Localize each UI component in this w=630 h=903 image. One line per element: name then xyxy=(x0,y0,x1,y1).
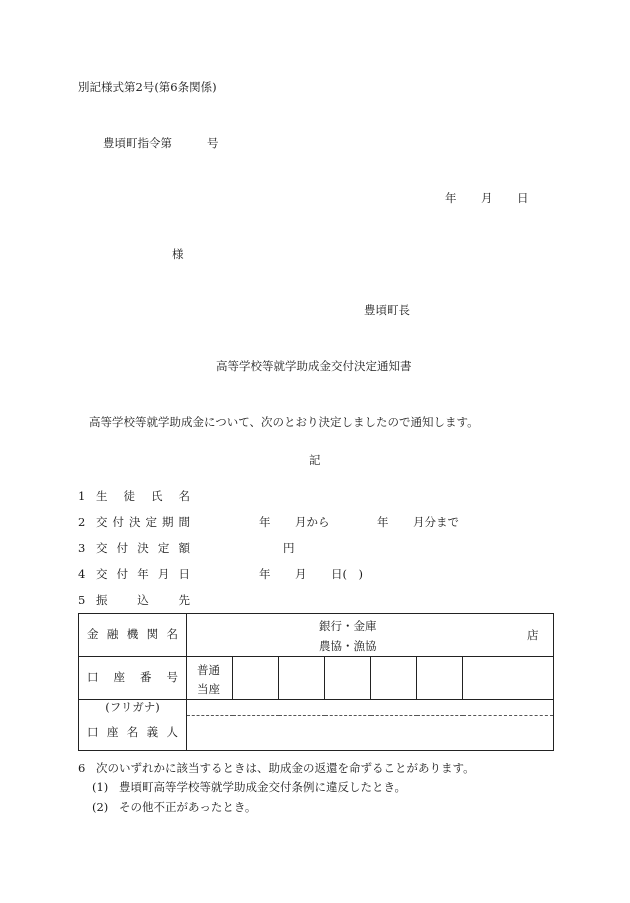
date-year: 年 xyxy=(445,191,457,205)
note-number: 6 xyxy=(78,761,86,775)
branch-suffix: 店 xyxy=(527,628,539,642)
date-day: 日 xyxy=(517,191,529,205)
note-subitem-number: (1) xyxy=(92,780,109,794)
intro-text: 高等学校等就学助成金について、次のとおり決定しましたので通知します。 xyxy=(89,415,479,429)
account-type-cell[interactable] xyxy=(187,657,233,700)
bank-account-table xyxy=(78,613,554,751)
item-label-grant-date: 交 付 年 月 日 xyxy=(96,567,190,581)
institution-row xyxy=(79,614,554,657)
item-label-transfer-to: 振 込 先 xyxy=(96,593,190,607)
furigana-label-cell xyxy=(79,700,187,716)
account-number-label: 口 座 番 号 xyxy=(87,670,178,685)
item-number: 3 xyxy=(78,541,86,555)
item-label-amount: 交 付 決 定 額 xyxy=(96,541,190,555)
addressee-suffix: 様 xyxy=(172,247,184,261)
period-month-until: 月分まで xyxy=(413,515,459,529)
item-number: 2 xyxy=(78,515,86,529)
issuer: 豊頃町長 xyxy=(364,303,410,317)
item-label-student-name: 生 徒 氏 名 xyxy=(96,489,190,503)
note-subitem-text: 豊頃町高等学校等就学助成金交付条例に違反したとき。 xyxy=(119,780,407,794)
grant-month: 月 xyxy=(295,567,307,581)
institution-value-cell[interactable] xyxy=(187,614,554,657)
note-text: 次のいずれかに該当するときは、助成金の返還を命ずることがあります。 xyxy=(96,761,475,775)
order-number-suffix: 号 xyxy=(207,136,219,150)
account-type-ordinary: 普通 xyxy=(197,663,220,677)
period-month-from: 月から xyxy=(295,515,330,529)
grant-year: 年 xyxy=(259,567,271,581)
account-digit-cell[interactable] xyxy=(463,657,554,700)
institution-label-cell xyxy=(79,614,187,657)
date-month: 月 xyxy=(481,191,493,205)
account-holder-label: 口 座 名 義 人 xyxy=(87,725,178,739)
bank-options-2: 農協・漁協 xyxy=(319,639,377,653)
account-digit-cell[interactable] xyxy=(279,657,325,700)
account-type-current: 当座 xyxy=(197,682,220,696)
institution-label: 金 融 機 関 名 xyxy=(87,627,178,642)
note-subitem-text: その他不正があったとき。 xyxy=(119,800,257,814)
item-label-period: 交 付 決 定 期 間 xyxy=(96,515,190,529)
grant-day: 日( ) xyxy=(331,567,363,581)
period-year-1: 年 xyxy=(259,515,271,529)
furigana-value-cell[interactable] xyxy=(187,700,554,716)
bank-options-1: 銀行・金庫 xyxy=(319,619,377,633)
amount-yen: 円 xyxy=(283,541,295,555)
item-number: 1 xyxy=(78,489,86,503)
item-number: 4 xyxy=(78,567,86,581)
note-subitem-number: (2) xyxy=(92,800,109,814)
account-holder-row xyxy=(79,716,554,751)
account-holder-label-cell xyxy=(79,716,187,751)
account-digit-cell[interactable] xyxy=(371,657,417,700)
period-year-2: 年 xyxy=(377,515,389,529)
account-holder-value-cell[interactable] xyxy=(187,716,554,751)
account-digit-cell[interactable] xyxy=(325,657,371,700)
furigana-label: (フリガナ) xyxy=(105,700,160,714)
account-number-label-cell xyxy=(79,657,187,700)
order-number-prefix: 豊頃町指令第 xyxy=(103,136,172,150)
furigana-row xyxy=(79,700,554,716)
account-digit-cell[interactable] xyxy=(417,657,463,700)
form-reference: 別記様式第2号(第6条関係) xyxy=(78,80,217,94)
document-title: 高等学校等就学助成金交付決定通知書 xyxy=(216,359,412,373)
ki-heading: 記 xyxy=(309,453,321,467)
account-digit-cell[interactable] xyxy=(233,657,279,700)
item-number: 5 xyxy=(78,593,86,607)
account-number-row xyxy=(79,657,554,700)
